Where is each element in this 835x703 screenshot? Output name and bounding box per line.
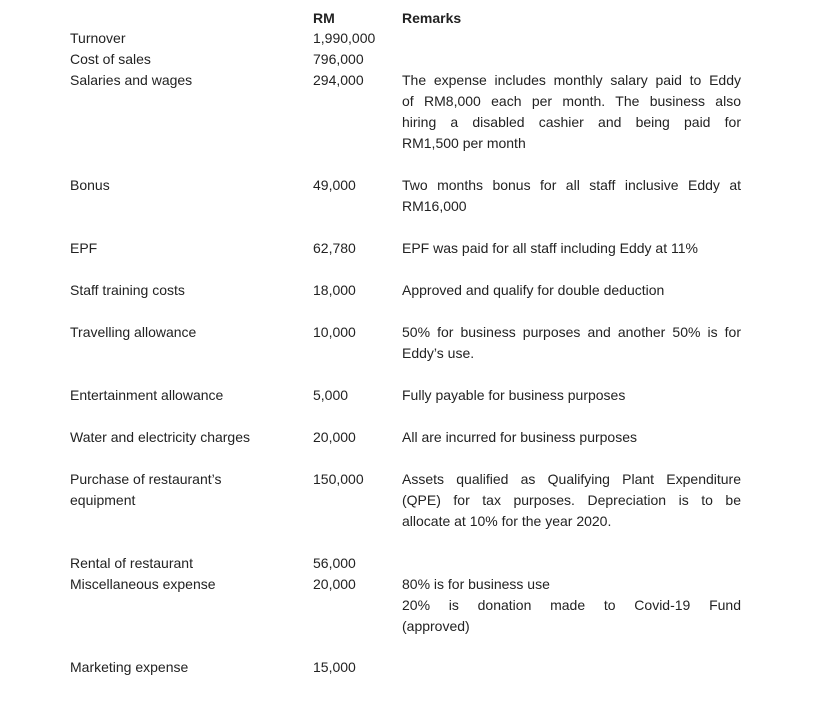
remark-line: Assets qualified as Qualifying Plant Expenditure: [402, 471, 741, 487]
item-label: [70, 427, 300, 448]
remark-line: Approved and qualify for double deduction: [402, 282, 665, 298]
remark-line: Two months bonus for all staff inclusive Eddy at: [402, 177, 741, 193]
item-label: [70, 175, 300, 196]
remark-line: 50% for business purposes and another 50% is for: [402, 324, 741, 340]
item-label: [70, 49, 300, 70]
item-remarks: [402, 175, 741, 217]
item-label-text: Marketing expense: [70, 659, 189, 675]
item-label-text: Travelling allowance: [70, 324, 197, 340]
item-label-text: Entertainment allowance: [70, 387, 224, 403]
item-remarks: [402, 574, 741, 637]
item-amount: 20,000: [313, 576, 356, 592]
item-label: [70, 385, 300, 406]
remark-line: 20% is donation made to Covid-19 Fund: [402, 597, 741, 613]
remark-line: The expense includes monthly salary paid to Eddy: [402, 72, 741, 88]
item-label: [70, 574, 300, 595]
remark-line: of RM8,000 each per month. The business also: [402, 93, 741, 109]
item-remarks: [402, 385, 741, 406]
remark-line: allocate at 10% for the year 2020.: [402, 513, 612, 529]
item-label-text: EPF: [70, 240, 98, 256]
remark-line: EPF was paid for all staff including Eddy at 11%: [402, 240, 698, 256]
remark-line: Eddy’s use.: [402, 345, 475, 361]
item-label-text: Turnover: [70, 30, 126, 46]
item-label-text: Bonus: [70, 177, 110, 193]
item-label-text: Purchase of restaurant’s: [70, 471, 222, 487]
item-amount: 294,000: [313, 72, 364, 88]
item-label-text: Salaries and wages: [70, 72, 193, 88]
remark-line: (approved): [402, 618, 470, 634]
item-label: [70, 238, 300, 259]
remark-line: 80% is for business use: [402, 576, 550, 592]
item-label-text: equipment: [70, 492, 136, 508]
item-label-text: Water and electricity charges: [70, 429, 250, 445]
remark-line: (QPE) for tax purposes. Depreciation is to be: [402, 492, 741, 508]
item-amount: 796,000: [313, 51, 364, 67]
remark-line: RM16,000: [402, 198, 467, 214]
item-amount: 1,990,000: [313, 30, 376, 46]
item-remarks: [402, 427, 741, 448]
item-label: [70, 70, 300, 91]
item-label: [70, 280, 300, 301]
remark-line: Fully payable for business purposes: [402, 387, 626, 403]
item-remarks: [402, 238, 741, 259]
amount-column-header: RM: [313, 10, 335, 26]
item-label: [70, 28, 300, 49]
item-amount: 5,000: [313, 387, 349, 403]
item-label-text: Cost of sales: [70, 51, 151, 67]
item-amount: 20,000: [313, 429, 356, 445]
remark-line: hiring a disabled cashier and being paid for: [402, 114, 741, 130]
remark-line: All are incurred for business purposes: [402, 429, 638, 445]
item-remarks: [402, 469, 741, 532]
item-amount: 56,000: [313, 555, 356, 571]
item-amount: 62,780: [313, 240, 356, 256]
item-remarks: [402, 280, 741, 301]
item-label-text: Miscellaneous expense: [70, 576, 216, 592]
item-label: [70, 469, 300, 511]
item-amount: 150,000: [313, 471, 364, 487]
remarks-column-header: Remarks: [402, 10, 462, 26]
item-amount: 18,000: [313, 282, 356, 298]
item-amount: 49,000: [313, 177, 356, 193]
item-remarks: [402, 70, 741, 154]
item-label-text: Staff training costs: [70, 282, 185, 298]
remark-line: RM1,500 per month: [402, 135, 526, 151]
item-label-text: Rental of restaurant: [70, 555, 193, 571]
item-label: [70, 322, 300, 343]
item-amount: 15,000: [313, 659, 356, 675]
item-remarks: [402, 322, 741, 364]
item-amount: 10,000: [313, 324, 356, 340]
item-label: [70, 553, 300, 574]
item-label: [70, 657, 300, 678]
